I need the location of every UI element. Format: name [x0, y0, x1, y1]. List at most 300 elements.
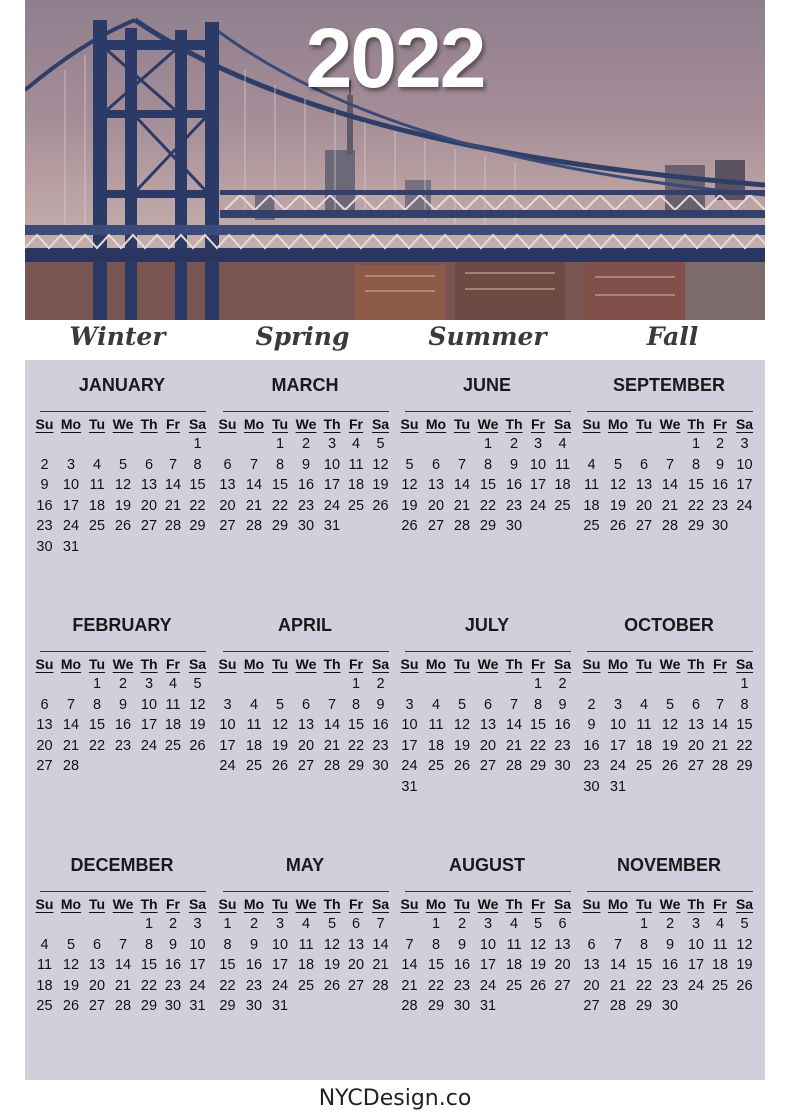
day-cell: 27: [219, 518, 236, 534]
day-cell: 8: [691, 456, 701, 473]
day-cell: 10: [323, 456, 341, 473]
month-divider: [223, 878, 389, 892]
day-cell: 22: [736, 737, 753, 754]
day-cell: 5: [275, 696, 285, 713]
day-cell: 8: [351, 696, 361, 713]
day-cell: 24: [140, 737, 158, 754]
weekday-header: Fr: [349, 656, 363, 672]
day-cell: 31: [609, 778, 627, 795]
weekday-header: Fr: [531, 416, 545, 432]
day-cell: 14: [245, 477, 263, 493]
day-cell: 18: [554, 477, 571, 493]
day-cell: 13: [554, 936, 571, 953]
weekday-header: We: [295, 416, 317, 432]
season-spring: Spring: [255, 322, 350, 351]
day-cell: 15: [189, 477, 206, 493]
day-cell: 25: [505, 977, 523, 994]
day-cell: 17: [609, 737, 627, 754]
day-cell: 17: [189, 957, 206, 973]
weekday-header: Sa: [188, 416, 207, 432]
month-march: [215, 372, 395, 537]
day-cell: 13: [635, 477, 653, 493]
weekday-header: Tu: [453, 896, 471, 912]
empty-day: [161, 434, 185, 455]
weekday-header: Tu: [453, 656, 471, 672]
day-cell: 25: [427, 758, 445, 774]
day-cell: 10: [271, 936, 289, 953]
day-cell: 22: [88, 737, 106, 754]
day-cell: 16: [164, 957, 182, 973]
day-cell: 8: [639, 936, 649, 953]
day-cell: 22: [347, 737, 365, 754]
day-cell: 8: [144, 936, 154, 953]
day-cell: 31: [479, 998, 497, 1014]
day-cell: 26: [189, 737, 206, 754]
day-cell: 18: [583, 497, 600, 514]
day-cell: 24: [62, 518, 80, 534]
weekday-header: Fr: [349, 896, 363, 912]
day-cell: 5: [740, 916, 749, 932]
day-cell: 24: [687, 977, 705, 994]
day-cell: 27: [36, 758, 53, 774]
day-cell: 20: [427, 497, 445, 514]
day-cell: 13: [347, 936, 365, 953]
empty-day: [57, 434, 85, 455]
day-cell: 27: [140, 518, 158, 534]
day-cell: 19: [736, 957, 753, 973]
day-cell: 2: [40, 456, 49, 473]
weekday-header: Mo: [60, 896, 82, 912]
weekday-header: Fr: [349, 416, 363, 432]
day-cell: 3: [193, 916, 202, 932]
day-cell: 30: [453, 998, 471, 1014]
month-name: SEPTEMBER: [612, 375, 726, 395]
day-cell: 18: [297, 957, 315, 973]
month-november: [579, 852, 759, 1017]
month-october: [579, 612, 759, 797]
day-cell: 22: [635, 977, 653, 994]
month-may: [215, 852, 395, 1017]
weekday-header: We: [112, 896, 134, 912]
day-cell: 3: [66, 456, 76, 473]
day-cell: 8: [533, 696, 543, 713]
day-cell: 8: [431, 936, 441, 953]
day-cell: 1: [431, 916, 441, 932]
weekday-header: Sa: [371, 656, 390, 672]
weekday-header: Mo: [607, 896, 629, 912]
weekday-header: Mo: [425, 896, 447, 912]
weekday-header: Th: [687, 656, 705, 672]
month-divider: [40, 398, 206, 412]
empty-day: [137, 434, 161, 455]
day-cell: 26: [609, 518, 627, 534]
weekday-header: Th: [505, 896, 523, 912]
day-cell: 17: [687, 957, 705, 973]
day-cell: 18: [635, 737, 653, 754]
day-cell: 6: [223, 456, 232, 473]
day-cell: 5: [66, 936, 76, 953]
day-cell: 9: [715, 456, 725, 473]
empty-day: [632, 674, 656, 695]
empty-day: [32, 434, 57, 455]
day-cell: 6: [483, 696, 493, 713]
day-cell: 2: [509, 436, 519, 452]
day-cell: 14: [453, 477, 471, 493]
day-cell: 12: [372, 456, 389, 473]
empty-day: [397, 914, 422, 935]
day-cell: 7: [509, 696, 519, 713]
day-cell: 13: [140, 477, 158, 493]
day-cell: 19: [661, 737, 679, 754]
day-cell: 28: [372, 977, 389, 994]
weekday-header: Su: [582, 896, 601, 912]
day-cell: 14: [661, 477, 679, 493]
weekday-header: Tu: [271, 896, 289, 912]
day-cell: 25: [347, 497, 365, 514]
day-cell: 7: [376, 916, 385, 932]
day-cell: 30: [245, 998, 263, 1014]
weekday-header: Th: [140, 896, 158, 912]
weekday-header: Th: [687, 896, 705, 912]
day-cell: 24: [219, 758, 236, 774]
weekday-header: We: [112, 416, 134, 432]
season-winter: Winter: [69, 322, 166, 351]
day-cell: 3: [405, 696, 414, 713]
day-cell: 8: [223, 936, 232, 953]
day-cell: 30: [661, 998, 679, 1014]
day-cell: 11: [428, 717, 444, 733]
day-cell: 23: [297, 497, 315, 514]
day-cell: 3: [691, 916, 701, 932]
day-cell: 23: [245, 977, 263, 994]
weekday-header: Th: [687, 416, 705, 432]
day-cell: 24: [323, 497, 341, 514]
day-cell: 29: [635, 998, 653, 1014]
day-cell: 1: [691, 436, 701, 452]
month-name: DECEMBER: [70, 855, 174, 875]
season-summer: Summer: [428, 322, 547, 351]
day-cell: 16: [372, 717, 389, 733]
day-cell: 1: [483, 436, 493, 452]
weekday-header: Sa: [188, 656, 207, 672]
day-cell: 25: [245, 758, 263, 774]
weekday-header: Su: [400, 416, 419, 432]
day-cell: 25: [88, 518, 106, 534]
day-cell: 26: [453, 758, 471, 774]
month-name: OCTOBER: [624, 615, 714, 635]
weekday-header: Sa: [188, 896, 207, 912]
day-cell: 31: [323, 518, 341, 534]
day-cell: 21: [372, 957, 389, 973]
day-cell: 30: [297, 518, 315, 534]
day-cell: 18: [347, 477, 365, 493]
day-cell: 8: [275, 456, 285, 473]
day-cell: 2: [376, 676, 385, 692]
empty-day: [450, 434, 474, 455]
day-cell: 9: [301, 456, 311, 473]
day-cell: 2: [249, 916, 259, 932]
day-cell: 19: [529, 957, 547, 973]
day-cell: 15: [271, 477, 289, 493]
empty-day: [708, 674, 732, 695]
month-june: [397, 372, 577, 537]
day-cell: 6: [351, 916, 361, 932]
day-cell: 25: [297, 977, 315, 994]
weekday-header: We: [295, 656, 317, 672]
weekday-header: Th: [323, 896, 341, 912]
day-grid: [579, 894, 759, 1017]
weekday-header: We: [295, 896, 317, 912]
day-cell: 9: [665, 936, 675, 953]
day-cell: 11: [554, 456, 571, 473]
day-cell: 23: [554, 737, 571, 754]
day-cell: 27: [297, 758, 315, 774]
day-cell: 13: [297, 717, 315, 733]
day-cell: 10: [687, 936, 705, 953]
day-cell: 15: [736, 717, 753, 733]
day-cell: 3: [327, 436, 337, 452]
day-cell: 29: [687, 518, 705, 534]
day-cell: 15: [140, 957, 158, 973]
day-cell: 2: [301, 436, 311, 452]
day-cell: 23: [372, 737, 389, 754]
empty-day: [215, 674, 240, 695]
day-cell: 6: [691, 696, 701, 713]
day-cell: 13: [219, 477, 236, 493]
day-cell: 2: [118, 676, 128, 692]
day-cell: 21: [453, 497, 471, 514]
day-cell: 2: [665, 916, 675, 932]
day-cell: 28: [505, 758, 523, 774]
weekday-header: We: [659, 656, 681, 672]
weekday-header: Su: [582, 416, 601, 432]
month-divider: [405, 638, 571, 652]
day-cell: 20: [635, 497, 653, 514]
day-cell: 19: [114, 497, 132, 514]
month-divider: [40, 878, 206, 892]
day-cell: 24: [271, 977, 289, 994]
day-cell: 10: [189, 936, 206, 953]
empty-day: [32, 674, 57, 695]
day-cell: 7: [118, 936, 128, 953]
day-cell: 30: [583, 778, 600, 795]
weekday-header: Mo: [607, 416, 629, 432]
weekday-header: Tu: [88, 656, 106, 672]
day-cell: 5: [193, 676, 202, 692]
day-cell: 1: [223, 916, 232, 932]
day-cell: 26: [661, 758, 679, 774]
day-cell: 28: [401, 998, 418, 1014]
weekday-header: Th: [140, 416, 158, 432]
month-april: [215, 612, 395, 777]
day-cell: 27: [479, 758, 497, 774]
month-name: AUGUST: [449, 855, 525, 875]
day-cell: 6: [301, 696, 311, 713]
day-cell: 29: [219, 998, 236, 1014]
day-cell: 1: [351, 676, 361, 692]
day-cell: 22: [189, 497, 206, 514]
day-cell: 19: [62, 977, 80, 994]
day-cell: 10: [736, 456, 753, 473]
day-cell: 14: [711, 717, 729, 733]
day-cell: 21: [661, 497, 679, 514]
day-cell: 15: [635, 957, 653, 973]
day-cell: 18: [505, 957, 523, 973]
day-cell: 28: [164, 518, 182, 534]
weekday-header: Fr: [713, 416, 727, 432]
day-cell: 5: [118, 456, 128, 473]
day-cell: 12: [401, 477, 418, 493]
month-divider: [223, 638, 389, 652]
day-cell: 30: [505, 518, 523, 534]
day-cell: 2: [587, 696, 596, 713]
day-cell: 23: [583, 758, 600, 774]
weekday-header: Sa: [553, 896, 572, 912]
month-divider: [587, 878, 753, 892]
day-cell: 16: [297, 477, 315, 493]
day-cell: 26: [114, 518, 132, 534]
empty-day: [109, 434, 137, 455]
day-cell: 13: [687, 717, 705, 733]
day-cell: 1: [275, 436, 285, 452]
day-cell: 7: [665, 456, 675, 473]
day-cell: 31: [189, 998, 206, 1014]
empty-day: [57, 914, 85, 935]
day-cell: 12: [609, 477, 627, 493]
day-cell: 4: [715, 916, 725, 932]
day-cell: 20: [88, 977, 106, 994]
empty-day: [268, 674, 292, 695]
weekday-header: Tu: [271, 416, 289, 432]
month-divider: [40, 638, 206, 652]
day-cell: 8: [92, 696, 102, 713]
day-cell: 12: [529, 936, 547, 953]
empty-day: [240, 434, 268, 455]
empty-day: [656, 434, 684, 455]
month-name: MAY: [285, 855, 325, 875]
day-cell: 6: [639, 456, 649, 473]
day-cell: 10: [62, 477, 80, 493]
day-cell: 17: [140, 717, 158, 733]
day-cell: 7: [613, 936, 623, 953]
day-cell: 17: [401, 737, 418, 754]
bridge-photo: [25, 0, 765, 320]
empty-day: [397, 674, 422, 695]
day-cell: 4: [92, 456, 102, 473]
day-cell: 6: [92, 936, 102, 953]
day-cell: 12: [323, 936, 341, 953]
day-cell: 6: [558, 916, 567, 932]
day-cell: 15: [687, 477, 705, 493]
day-cell: 26: [271, 758, 289, 774]
empty-day: [632, 434, 656, 455]
day-cell: 4: [587, 456, 596, 473]
weekday-header: Tu: [88, 416, 106, 432]
day-cell: 16: [36, 497, 53, 514]
day-cell: 5: [405, 456, 414, 473]
day-cell: 11: [636, 717, 652, 733]
day-grid: [579, 414, 759, 537]
day-cell: 13: [36, 717, 53, 733]
empty-day: [579, 434, 604, 455]
day-cell: 24: [401, 758, 418, 774]
empty-day: [579, 674, 604, 695]
day-cell: 26: [62, 998, 80, 1014]
weekday-header: Th: [323, 656, 341, 672]
month-name: JUNE: [462, 375, 511, 395]
day-cell: 31: [62, 538, 80, 555]
day-cell: 24: [479, 977, 497, 994]
day-cell: 26: [529, 977, 547, 994]
day-cell: 23: [164, 977, 182, 994]
weekday-header: Mo: [243, 896, 265, 912]
day-cell: 12: [736, 936, 753, 953]
day-cell: 21: [114, 977, 132, 994]
day-cell: 8: [193, 456, 202, 473]
day-grid: [215, 654, 395, 777]
day-cell: 18: [245, 737, 263, 754]
day-grid: [215, 894, 395, 1017]
weekday-header: Su: [218, 656, 237, 672]
empty-day: [604, 434, 632, 455]
day-cell: 5: [376, 436, 385, 452]
empty-day: [422, 434, 450, 455]
empty-day: [292, 674, 320, 695]
day-cell: 21: [323, 737, 341, 754]
day-cell: 27: [88, 998, 106, 1014]
day-cell: 9: [587, 717, 596, 733]
day-cell: 15: [529, 717, 547, 733]
weekday-header: Su: [582, 656, 601, 672]
day-cell: 20: [347, 957, 365, 973]
weekday-header: Mo: [425, 656, 447, 672]
day-cell: 28: [453, 518, 471, 534]
day-cell: 1: [193, 436, 202, 452]
day-cell: 22: [687, 497, 705, 514]
day-cell: 14: [164, 477, 182, 493]
day-cell: 9: [509, 456, 519, 473]
weekday-header: Su: [35, 896, 54, 912]
day-cell: 3: [533, 436, 543, 452]
day-cell: 11: [506, 936, 522, 953]
day-cell: 25: [164, 737, 182, 754]
day-cell: 19: [609, 497, 627, 514]
day-cell: 23: [36, 518, 53, 534]
day-cell: 14: [62, 717, 80, 733]
day-cell: 21: [62, 737, 80, 754]
weekday-header: Tu: [635, 896, 653, 912]
day-cell: 7: [405, 936, 414, 953]
calendar-grid: [25, 360, 765, 1080]
day-cell: 27: [583, 998, 600, 1014]
day-cell: 16: [453, 957, 471, 973]
day-cell: 18: [164, 717, 182, 733]
day-cell: 10: [140, 696, 158, 713]
day-cell: 16: [661, 957, 679, 973]
day-cell: 2: [715, 436, 725, 452]
day-cell: 7: [715, 696, 725, 713]
day-cell: 30: [164, 998, 182, 1014]
day-cell: 20: [297, 737, 315, 754]
day-cell: 4: [301, 916, 311, 932]
day-cell: 12: [62, 957, 80, 973]
day-cell: 14: [372, 936, 389, 953]
day-cell: 28: [245, 518, 263, 534]
weekday-header: Tu: [271, 656, 289, 672]
day-cell: 29: [427, 998, 445, 1014]
day-cell: 6: [40, 696, 49, 713]
month-name: FEBRUARY: [72, 615, 172, 635]
